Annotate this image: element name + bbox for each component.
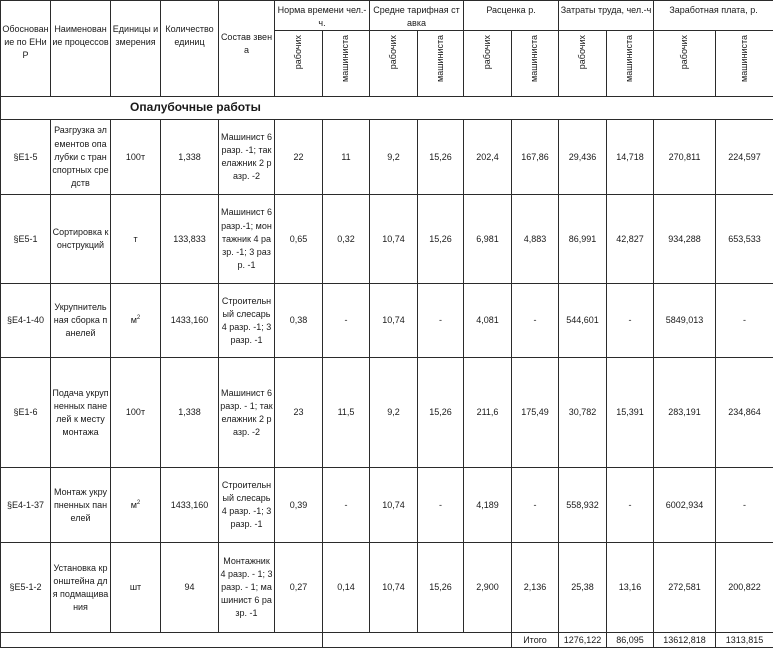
cell-rate-machinists: 15,26	[418, 120, 464, 195]
cell-norm-machinists: -	[323, 284, 370, 358]
table-row	[1, 120, 773, 195]
cell-rate-machinists: 15,26	[418, 358, 464, 468]
cell-code: §Е1-6	[1, 358, 51, 468]
totals-blank	[370, 633, 418, 648]
cell-labor-machinists: 14,718	[607, 120, 654, 195]
header-avg-rate: Средне тарифная ставка	[370, 1, 464, 31]
totals-blank	[111, 633, 161, 648]
cell-norm-workers: 0,38	[275, 284, 323, 358]
cell-process-name: Разгрузка элементов опалубки с транспортных средств	[51, 120, 111, 195]
table-row	[1, 468, 773, 543]
totals-blank	[323, 633, 370, 648]
header-price: Расценка р.	[464, 1, 559, 31]
cell-process-name: Монтаж укрупненных панелей	[51, 468, 111, 543]
cell-code: §Е4-1-40	[1, 284, 51, 358]
cell-crew: Строительный слесарь 4 разр. -1; 3 разр. -1	[219, 284, 275, 358]
totals-row	[1, 633, 773, 648]
table-row	[1, 358, 773, 468]
cell-wage-machinists: 224,597	[716, 120, 773, 195]
cell-norm-machinists: 0,14	[323, 543, 370, 633]
cell-price-workers: 202,4	[464, 120, 512, 195]
cell-rate-machinists: -	[418, 468, 464, 543]
cell-norm-workers: 0,65	[275, 195, 323, 284]
cell-wage-machinists: 653,533	[716, 195, 773, 284]
header-rate-workers: рабочих	[370, 31, 418, 97]
cell-labor-workers: 558,932	[559, 468, 607, 543]
cell-unit: $м^2$	[111, 468, 161, 543]
cell-labor-machinists: 15,391	[607, 358, 654, 468]
cell-quantity: 133,833	[161, 195, 219, 284]
header-wage: Заработная плата, р.	[654, 1, 773, 31]
cell-labor-machinists: 42,827	[607, 195, 654, 284]
cell-crew: Машинист 6 разр. - 1; такелажник 2 разр. -2	[219, 358, 275, 468]
totals-blank	[219, 633, 275, 648]
cell-quantity: 1433,160	[161, 284, 219, 358]
header-process: Наименование процессов	[51, 1, 111, 97]
cell-rate-workers: 10,74	[370, 468, 418, 543]
cell-rate-workers: 9,2	[370, 120, 418, 195]
header-crew: Состав звена	[219, 1, 275, 97]
cell-process-name: Укрупнительная сборка панелей	[51, 284, 111, 358]
header-quantity: Количество единиц	[161, 1, 219, 97]
totals-labor-machinists: 86,095	[607, 633, 654, 648]
cell-norm-machinists: 11,5	[323, 358, 370, 468]
cell-rate-workers: 9,2	[370, 358, 418, 468]
cell-price-machinists: -	[512, 284, 559, 358]
header-unit: Единицы измерения	[111, 1, 161, 97]
cell-norm-machinists: 11	[323, 120, 370, 195]
cell-unit: 100т	[111, 120, 161, 195]
header-norm-time: Норма времени чел.-ч.	[275, 1, 370, 31]
cell-wage-workers: 6002,934	[654, 468, 716, 543]
cell-price-workers: 6,981	[464, 195, 512, 284]
cell-labor-workers: 25,38	[559, 543, 607, 633]
section-title: Опалубочные работы	[1, 97, 773, 120]
cell-code: §Е5-1-2	[1, 543, 51, 633]
cell-code: §Е1-5	[1, 120, 51, 195]
cell-wage-workers: 270,811	[654, 120, 716, 195]
header-norm-workers: рабочих	[275, 31, 323, 97]
header-labor-workers: рабочих	[559, 31, 607, 97]
cell-rate-workers: 10,74	[370, 543, 418, 633]
cell-rate-workers: 10,74	[370, 284, 418, 358]
cell-price-machinists: -	[512, 468, 559, 543]
cell-wage-machinists: 234,864	[716, 358, 773, 468]
header-norm-machinists: машиниста	[323, 31, 370, 97]
cell-wage-workers: 283,191	[654, 358, 716, 468]
table-row	[1, 284, 773, 358]
cell-rate-machinists: 15,26	[418, 543, 464, 633]
cell-labor-machinists: -	[607, 468, 654, 543]
cell-quantity: 1433,160	[161, 468, 219, 543]
totals-blank	[161, 633, 219, 648]
cell-norm-workers: 23	[275, 358, 323, 468]
cell-price-workers: 4,189	[464, 468, 512, 543]
cell-price-workers: 4,081	[464, 284, 512, 358]
cell-process-name: Подача укрупненных панелей к месту монтажа	[51, 358, 111, 468]
cell-quantity: 94	[161, 543, 219, 633]
cell-labor-machinists: 13,16	[607, 543, 654, 633]
header-rate-machinists: машиниста	[418, 31, 464, 97]
cell-price-machinists: 167,86	[512, 120, 559, 195]
cell-price-machinists: 175,49	[512, 358, 559, 468]
totals-label: Итого	[512, 633, 559, 648]
cell-wage-machinists: -	[716, 468, 773, 543]
header-row-top	[1, 1, 773, 31]
cell-price-machinists: 4,883	[512, 195, 559, 284]
cell-labor-workers: 29,436	[559, 120, 607, 195]
cell-unit: 100т	[111, 358, 161, 468]
cell-wage-machinists: -	[716, 284, 773, 358]
cell-wage-workers: 272,581	[654, 543, 716, 633]
totals-labor-workers: 1276,122	[559, 633, 607, 648]
section-row	[1, 97, 773, 120]
header-wage-machinists: машиниста	[716, 31, 773, 97]
unit-superscript: 2	[137, 500, 140, 506]
header-price-workers: рабочих	[464, 31, 512, 97]
cell-quantity: 1,338	[161, 120, 219, 195]
cell-price-workers: 2,900	[464, 543, 512, 633]
totals-blank	[275, 633, 323, 648]
header-price-machinists: машиниста	[512, 31, 559, 97]
cell-process-name: Установка кронштейна для подмащивания	[51, 543, 111, 633]
cell-unit: шт	[111, 543, 161, 633]
cell-norm-machinists: -	[323, 468, 370, 543]
header-labor-machinists: машиниста	[607, 31, 654, 97]
totals-blank	[1, 633, 51, 648]
cell-crew: Машинист 6 разр. -1; такелажник 2 разр. -2	[219, 120, 275, 195]
cell-labor-machinists: -	[607, 284, 654, 358]
data-rows	[1, 120, 773, 633]
header-wage-workers: рабочих	[654, 31, 716, 97]
cell-price-machinists: 2,136	[512, 543, 559, 633]
cell-unit: $м^2$	[111, 284, 161, 358]
cell-crew: Монтажник 4 разр. - 1; 3 разр. - 1; машинист 6 разр. -1	[219, 543, 275, 633]
table-row	[1, 543, 773, 633]
totals-wage-workers: 13612,818	[654, 633, 716, 648]
cell-code: §Е4-1-37	[1, 468, 51, 543]
cell-crew: Строительный слесарь 4 разр. -1; 3 разр. -1	[219, 468, 275, 543]
totals-blank	[418, 633, 464, 648]
totals-blank	[51, 633, 111, 648]
cell-quantity: 1,338	[161, 358, 219, 468]
cell-norm-workers: 22	[275, 120, 323, 195]
cell-price-workers: 211,6	[464, 358, 512, 468]
cell-unit: т	[111, 195, 161, 284]
cell-labor-workers: 544,601	[559, 284, 607, 358]
header-labor-cost: Затраты труда, чел.-ч	[559, 1, 654, 31]
header-justification: Обоснование по ЕНиР	[1, 1, 51, 97]
cell-wage-machinists: 200,822	[716, 543, 773, 633]
cell-norm-machinists: 0,32	[323, 195, 370, 284]
cell-code: §Е5-1	[1, 195, 51, 284]
totals-wage-machinists: 1313,815	[716, 633, 773, 648]
cell-process-name: Сортировка конструкций	[51, 195, 111, 284]
unit-superscript: 2	[137, 315, 140, 321]
cell-wage-workers: 5849,013	[654, 284, 716, 358]
cell-labor-workers: 86,991	[559, 195, 607, 284]
cell-rate-machinists: -	[418, 284, 464, 358]
cell-norm-workers: 0,39	[275, 468, 323, 543]
cell-rate-workers: 10,74	[370, 195, 418, 284]
cell-labor-workers: 30,782	[559, 358, 607, 468]
cell-crew: Машинист 6 разр.-1; монтажник 4 разр. -1; 3 разр. -1	[219, 195, 275, 284]
totals-blank	[464, 633, 512, 648]
cell-wage-workers: 934,288	[654, 195, 716, 284]
table-row	[1, 195, 773, 284]
cell-rate-machinists: 15,26	[418, 195, 464, 284]
cell-norm-workers: 0,27	[275, 543, 323, 633]
